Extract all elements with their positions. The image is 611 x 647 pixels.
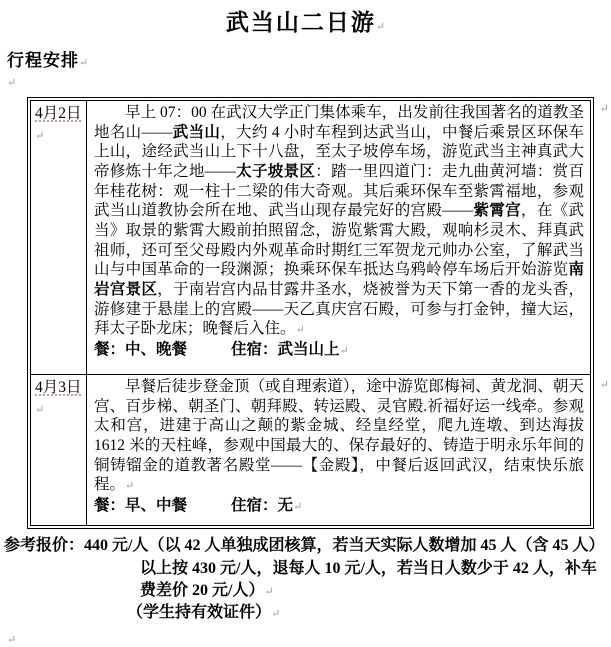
meal-label: 餐：中、晚餐 (94, 341, 188, 359)
itinerary-table-wrap (27, 97, 609, 529)
text-segment: 早餐后徒步登金顶（或自理索道），途中游览郎梅祠、黄龙洞、朝天宫、百步梯、朝圣门、朝拜殿、转运殿、灵官殿.祈福好运一线牵。参观太和宫，进建于高山之颠的紫金城、经皇经堂，爬九连墩、到达海拔 1612 米的天柱峰，参观中国最大的、保存最好的、铸造于明永乐年间的铜铸镏金的道教著名殿堂——【金殿】，中餐后返回武汉，结束快乐旅程。 (94, 378, 584, 494)
student-note (127, 603, 611, 624)
page-title (0, 0, 611, 37)
text-segment: 太子坡景区 (235, 163, 316, 181)
text-segment: ，于南岩宫内品甘露井圣水，烧被誉为天下第一香的龙头香，游修建于悬崖上的宫殿——天乙真庆宫石殿，可参与打金钟，撞大运，拜太子卧龙床；晚餐后入住。 (94, 281, 584, 338)
table-row (31, 101, 591, 375)
stay-label: 住宿：武当山上 (231, 341, 340, 359)
text-segment: 早上 07：00 在武汉大学正门集体乘车，出发前往我国著名的道教圣地名山—— (94, 104, 584, 141)
paragraph-mark-icon: ↵ (599, 103, 609, 115)
paragraph-mark-icon: ↵ (125, 480, 135, 493)
day2-paragraph (94, 377, 584, 495)
student-note-text: （学生持有效证件） (127, 604, 272, 622)
date-cell-day1 (31, 101, 87, 375)
price-note-text: 参考报价：440 元/人（以 42 人单独成团核算，若当天实际人数增加 45 人（含 45 人）以上按 430 元/人，退每人 10 元/人，若当日人数少于 42 人，补车费差价 20 元/人） (4, 537, 597, 600)
paragraph-mark-icon: ↵ (599, 379, 609, 391)
section-heading (7, 46, 611, 71)
paragraph-mark-icon: ↵ (295, 324, 305, 337)
day1-meal-line (94, 340, 584, 360)
text-segment: ：踏一里四道门：走九曲黄河墙：赏百年桂花树：观一柱十二梁的伟大奇观。其后乘环保车至紫霄福地，参观武当山道教协会所在地、武当山现存最完好的宫殿—— (94, 163, 584, 220)
text-segment: 南岩宫景区 (94, 261, 584, 299)
paragraph-mark-icon: ↵ (264, 586, 274, 599)
page-title-text: 武当山二日游 (225, 10, 376, 35)
paragraph-mark-icon: ↵ (271, 608, 281, 621)
itinerary-table (30, 100, 591, 526)
day1-text (94, 104, 584, 337)
text-segment: ，在《武当》取景的紫霄大殿前拍照留念，游览紫霄大殿，观响杉灵木、拜真武祖师，还可至父母殿内外观革命时期红三军贺龙元帅办公室，了解武当山与中国革命的一段渊源；换乘环保车抵达乌鸦岭停车场后开始游览 (94, 202, 584, 279)
text-segment: 紫霄宫 (473, 202, 521, 220)
day1-content (94, 103, 584, 372)
content-cell-day1 (87, 101, 591, 375)
paragraph-mark-icon: ↵ (7, 633, 17, 646)
meal-label: 餐：早、中餐 (94, 497, 188, 515)
itinerary-table-border (27, 97, 594, 529)
day1-paragraph (94, 103, 584, 339)
content-cell-day2 (87, 375, 591, 526)
paragraph-mark-icon: ↵ (35, 403, 45, 416)
day2-meal-line (94, 496, 584, 516)
section-heading-text: 行程安排 (7, 51, 79, 70)
price-note (4, 535, 600, 603)
date-cell-day2 (31, 375, 87, 526)
paragraph-mark-icon: ↵ (339, 345, 349, 358)
table-row (31, 375, 591, 526)
paragraph-mark-icon: ↵ (7, 77, 17, 89)
paragraph-mark-icon: ↵ (79, 57, 89, 69)
date-label: 4月2日 (35, 105, 82, 122)
text-segment: ，大约 4 小时车程到达武当山，中餐后乘景区环保车上山，途经武当山上下十八盘，至太子坡停车场，游览武当主神真武大帝修炼十年之地—— (94, 123, 584, 181)
paragraph-mark-icon: ↵ (293, 501, 303, 514)
paragraph-mark-icon: ↵ (375, 21, 386, 33)
day2-text (94, 378, 584, 493)
text-segment: 武当山 (172, 123, 221, 141)
empty-paragraph (7, 75, 611, 92)
day2-content (94, 377, 584, 523)
empty-paragraph (7, 632, 611, 647)
paragraph-mark-icon: ↵ (35, 129, 45, 142)
stay-label: 住宿：无 (231, 497, 294, 515)
date-label: 4月3日 (35, 379, 82, 396)
